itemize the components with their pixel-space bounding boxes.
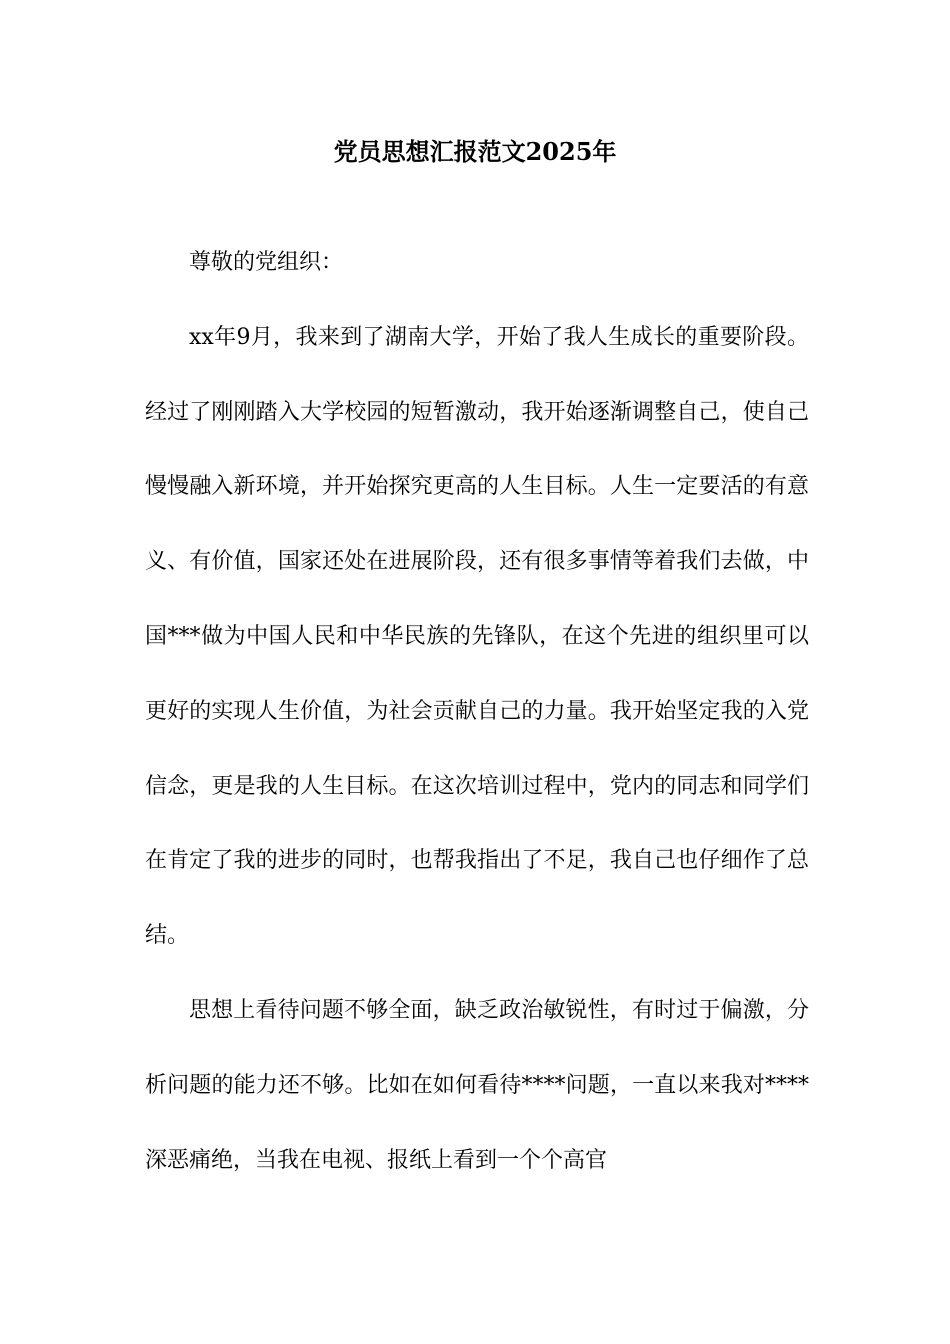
paragraph: xx年9月，我来到了湖南大学，开始了我人生成长的重要阶段。经过了刚刚踏入大学校园的短暂激动，我开始逐渐调整自己，使自己慢慢融入新环境，并开始探究更高的人生目标。人生一定要活的有意义、有价值，国家还处在进展阶段，还有很多事情等着我们去做，中国***做为中国人民和中华民族的先锋队，在这个先进的组织里可以更好的实现人生价值，为社会贡献自己的力量。我开始坚定我的入党信念，更是我的人生目标。在这次培训过程中，党内的同志和同学们在肯定了我的进步的同时，也帮我指出了不足，我自己也仔细作了总结。 [145, 324, 809, 949]
document-body [145, 226, 809, 1198]
document-title: 党员思想汇报范文2025年 [333, 137, 617, 166]
paragraph: 思想上看待问题不够全面，缺乏政治敏锐性，有时过于偏激，分析问题的能力还不够。比如在如何看待****问题，一直以来我对****深恶痛绝，当我在电视、报纸上看到一个个高官 [145, 997, 809, 1173]
salutation: 尊敬的党组织： [189, 250, 344, 275]
